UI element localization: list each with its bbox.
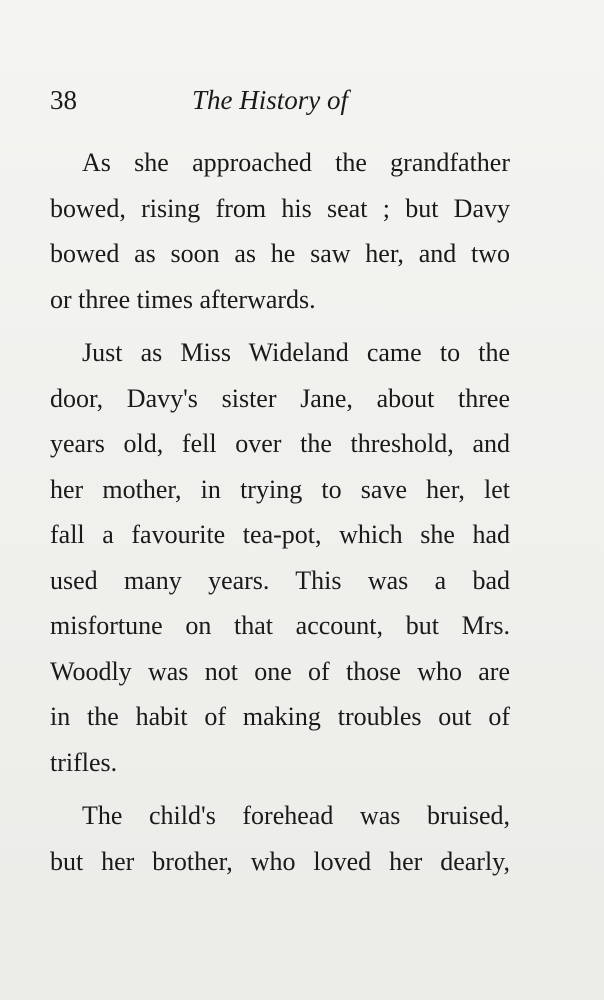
text-line: fall a favourite tea-pot, which she had bbox=[50, 520, 510, 549]
text-line: As she approached the grandfather bbox=[82, 148, 510, 177]
text-line: in the habit of making troubles out of bbox=[50, 702, 510, 731]
paragraph-1 bbox=[50, 140, 510, 322]
page-number: 38 bbox=[50, 85, 77, 115]
body-text bbox=[50, 140, 510, 892]
paragraph-2 bbox=[50, 330, 510, 785]
text-line: The child's forehead was bruised, bbox=[82, 801, 510, 830]
text-line: Just as Miss Wideland came to the bbox=[82, 338, 510, 367]
text-line: bowed as soon as he saw her, and two bbox=[50, 239, 510, 268]
running-title: The History of bbox=[192, 85, 349, 115]
paragraph-3 bbox=[50, 793, 510, 884]
text-line: door, Davy's sister Jane, about three bbox=[50, 383, 510, 413]
text-line: trifles. bbox=[50, 747, 118, 777]
page-header bbox=[50, 82, 506, 118]
text-line: or three times afterwards. bbox=[50, 284, 316, 314]
text-line: years old, fell over the threshold, and bbox=[50, 429, 510, 458]
text-line: Woodly was not one of those who are bbox=[50, 656, 510, 686]
text-line: but her brother, who loved her dearly, bbox=[50, 846, 510, 876]
text-line: her mother, in trying to save her, let bbox=[50, 474, 510, 504]
text-line: used many years. This was a bad bbox=[50, 565, 510, 595]
text-line: bowed, rising from his seat ; but Davy bbox=[50, 193, 510, 223]
text-line: misfortune on that account, but Mrs. bbox=[50, 611, 510, 640]
